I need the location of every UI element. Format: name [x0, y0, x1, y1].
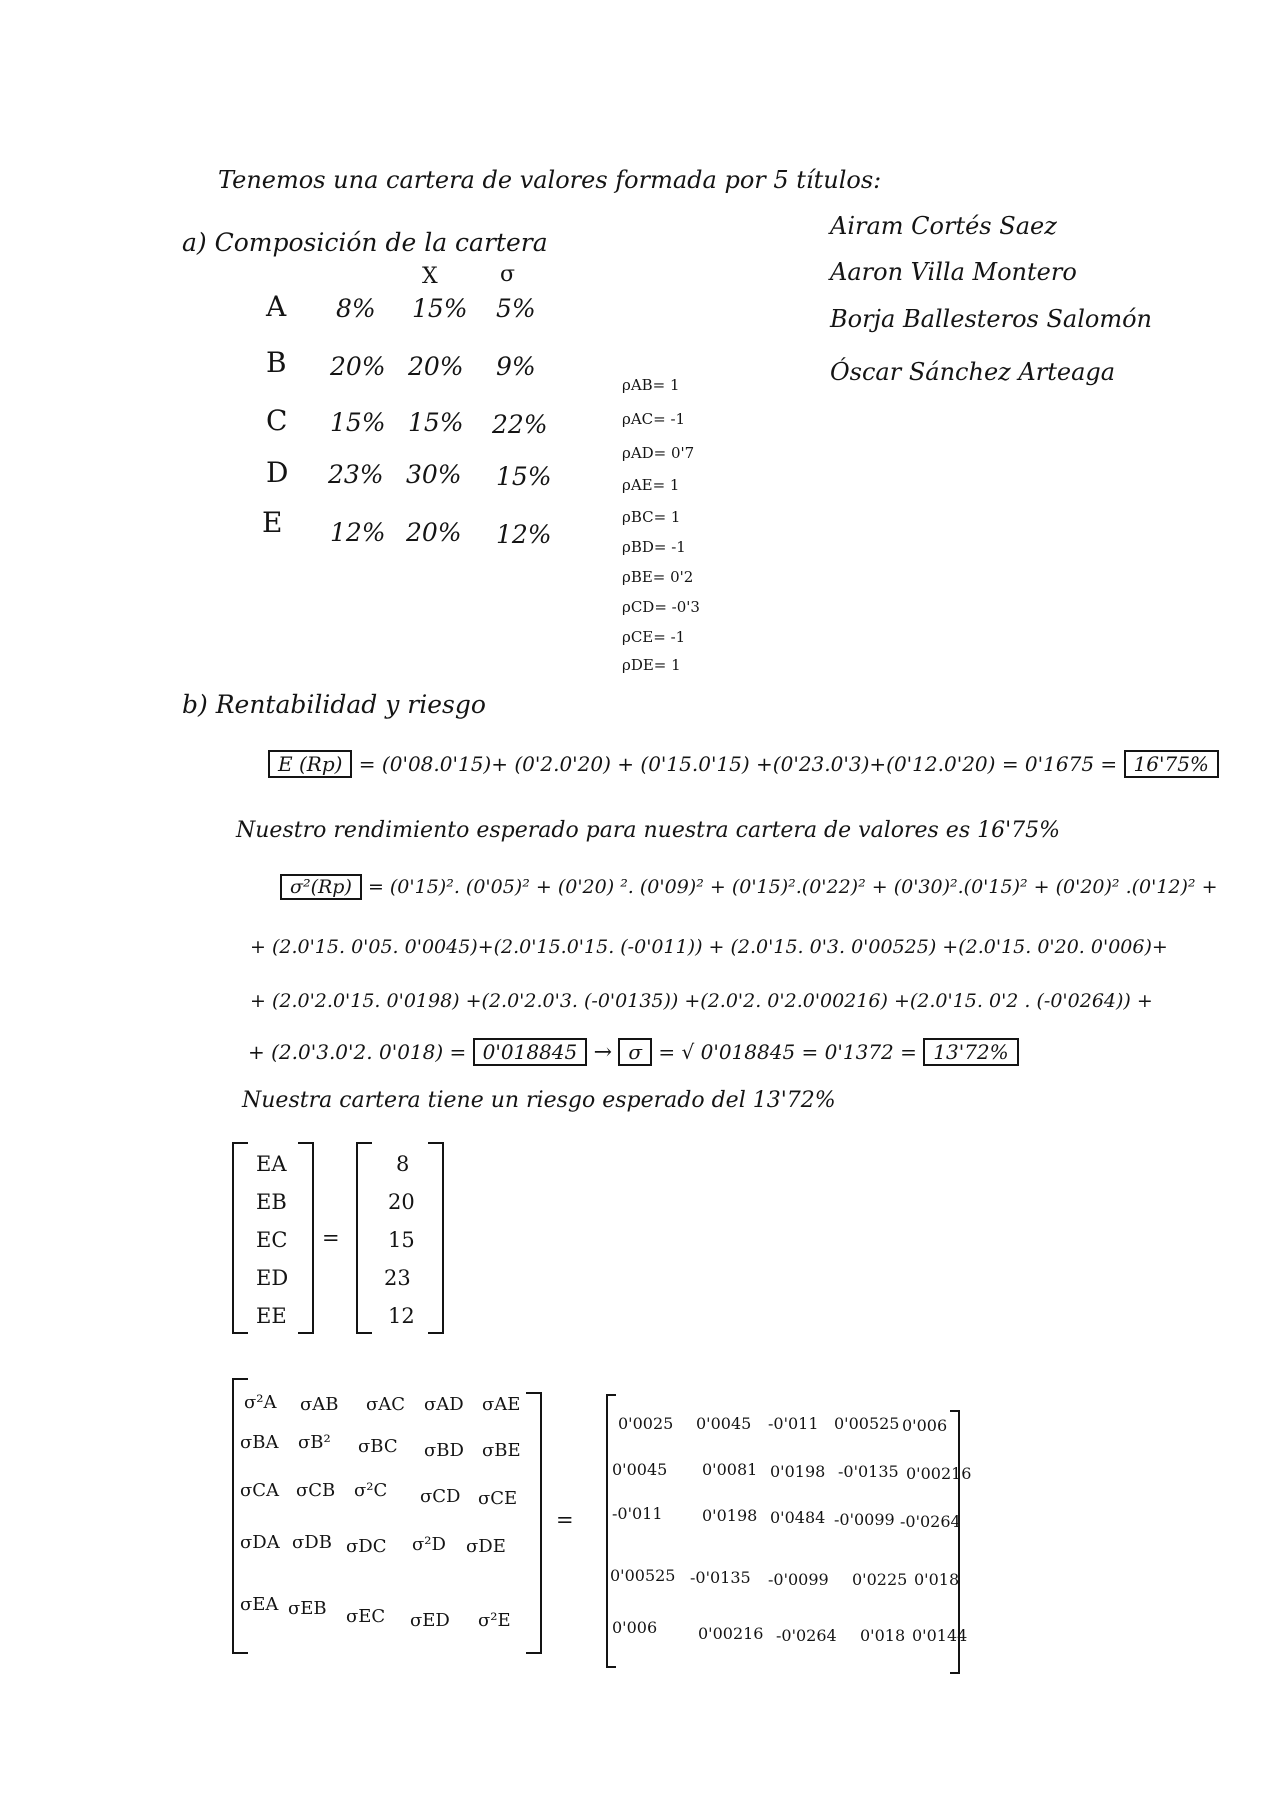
matrix-symbol: σ²D	[412, 1534, 446, 1555]
variance-line-1	[280, 876, 1218, 898]
matrix-value: 0'006	[612, 1618, 658, 1637]
matrix-symbol: σAE	[482, 1394, 521, 1415]
matrix-symbol: σ²E	[478, 1610, 511, 1631]
matrix-symbol: σBA	[240, 1432, 279, 1453]
matrix-value: 0'0045	[696, 1414, 752, 1433]
sigma-cell: 15%	[496, 462, 552, 491]
vector-label: ED	[256, 1266, 289, 1290]
arrow-icon: →	[593, 1040, 613, 1065]
weight-cell: 8%	[336, 294, 376, 323]
author-2: Aaron Villa Montero	[830, 258, 1077, 286]
author-1: Airam Cortés Saez	[830, 212, 1057, 240]
row-label: D	[266, 456, 289, 489]
matrix-value: 0'0198	[702, 1506, 758, 1525]
col-x-header: X	[422, 264, 438, 289]
correlation-item: ρAE= 1	[622, 476, 680, 494]
matrix-symbol: σEC	[346, 1606, 386, 1627]
col-sigma-header: σ	[500, 262, 516, 287]
matrix-symbol: σEB	[288, 1598, 327, 1619]
expected-return-result: 16'75%	[1124, 750, 1219, 778]
matrix-symbol: σDA	[240, 1532, 280, 1553]
matrix-value: -0'0099	[768, 1570, 829, 1589]
correlation-item: ρAC= -1	[622, 410, 686, 428]
matrix-symbol: σAC	[366, 1394, 406, 1415]
matrix-symbol: σ²A	[244, 1392, 277, 1413]
left-bracket	[356, 1142, 372, 1334]
return-cell: 30%	[406, 460, 462, 489]
section-b-heading: b) Rentabilidad y riesgo	[182, 690, 486, 719]
vector-label: EC	[256, 1228, 288, 1252]
expected-return-label: E (Rp)	[268, 750, 352, 778]
weight-cell: 23%	[328, 460, 384, 489]
row-label: E	[262, 506, 283, 539]
matrix-symbol: σDE	[466, 1536, 506, 1557]
matrix-value: 0'006	[902, 1416, 948, 1435]
matrix-value: -0'0135	[838, 1462, 899, 1481]
equals-sign: =	[556, 1508, 574, 1532]
matrix-value: 0'00525	[834, 1414, 900, 1433]
right-bracket	[298, 1142, 314, 1334]
row-label: B	[266, 346, 287, 379]
matrix-symbol: σCB	[296, 1480, 336, 1501]
matrix-value: 0'018	[914, 1570, 960, 1589]
sigma-label: σ	[618, 1038, 652, 1066]
row-label: C	[266, 404, 288, 437]
matrix-value: -0'0135	[690, 1568, 751, 1587]
matrix-symbol: σ²C	[354, 1480, 388, 1501]
variance-formula-1: = (0'15)². (0'05)² + (0'20) ². (0'09)² + (0'15)².(0'22)² + (0'30)².(0'15)² + (0'20)² .(0'12)² +	[367, 876, 1218, 898]
vector-label: EA	[256, 1152, 287, 1176]
expected-return-formula: = (0'08.0'15)+ (0'2.0'20) + (0'15.0'15) +(0'23.0'3)+(0'12.0'20) = 0'1675 =	[358, 752, 1118, 776]
correlation-item: ρCE= -1	[622, 628, 686, 646]
vector-value: 20	[388, 1190, 415, 1214]
expected-return-sentence: Nuestro rendimiento esperado para nuestra cartera de valores es 16'75%	[236, 818, 1061, 843]
risk-sentence: Nuestra cartera tiene un riesgo esperado del 13'72%	[242, 1088, 836, 1113]
right-bracket	[428, 1142, 444, 1334]
matrix-value: 0'0045	[612, 1460, 668, 1479]
weight-cell: 20%	[330, 352, 386, 381]
matrix-value: -0'011	[768, 1414, 819, 1433]
variance-line-4	[248, 1040, 1019, 1065]
expected-return-line	[268, 752, 1219, 776]
author-4: Óscar Sánchez Arteaga	[830, 358, 1116, 386]
correlation-item: ρCD= -0'3	[622, 598, 700, 616]
variance-line-3: + (2.0'2.0'15. 0'0198) +(2.0'2.0'3. (-0'0135)) +(2.0'2. 0'2.0'00216) +(2.0'15. 0'2 . (-0'0264)) +	[250, 990, 1153, 1012]
author-3: Borja Ballesteros Salomón	[830, 305, 1153, 333]
matrix-symbol: σCE	[478, 1488, 518, 1509]
matrix-value: 0'0081	[702, 1460, 758, 1479]
matrix-value: 0'0225	[852, 1570, 908, 1589]
correlation-item: ρBD= -1	[622, 538, 686, 556]
variance-label: σ²(Rp)	[280, 874, 362, 900]
correlation-item: ρBC= 1	[622, 508, 681, 526]
matrix-symbol: σCA	[240, 1480, 280, 1501]
matrix-value: 0'0144	[912, 1626, 968, 1645]
correlation-item: ρBE= 0'2	[622, 568, 694, 586]
return-cell: 15%	[408, 408, 464, 437]
matrix-value: 0'0484	[770, 1508, 826, 1527]
matrix-value: -0'0264	[776, 1626, 837, 1645]
matrix-symbol: σEA	[240, 1594, 279, 1615]
matrix-value: -0'0264	[900, 1512, 961, 1531]
vector-label: EB	[256, 1190, 287, 1214]
weight-cell: 15%	[330, 408, 386, 437]
matrix-symbol: σDB	[292, 1532, 332, 1553]
vector-value: 23	[384, 1266, 411, 1290]
matrix-value: 0'00216	[906, 1464, 972, 1483]
sigma-expression: = √ 0'018845 = 0'1372 =	[658, 1040, 917, 1064]
weight-cell: 12%	[330, 518, 386, 547]
matrix-value: 0'018	[860, 1626, 906, 1645]
vector-value: 8	[396, 1152, 410, 1176]
matrix-value: 0'0025	[618, 1414, 674, 1433]
return-cell: 15%	[412, 294, 468, 323]
matrix-symbol: σBD	[424, 1440, 464, 1461]
sigma-cell: 22%	[492, 410, 548, 439]
intro-text: Tenemos una cartera de valores formada por 5 títulos:	[218, 166, 882, 194]
return-cell: 20%	[406, 518, 462, 547]
vector-value: 12	[388, 1304, 415, 1328]
row-label: A	[266, 290, 287, 323]
matrix-symbol: σCD	[420, 1486, 461, 1507]
matrix-symbol: σED	[410, 1610, 450, 1631]
sigma-cell: 5%	[496, 294, 536, 323]
matrix-value: -0'011	[612, 1504, 663, 1523]
variance-result: 0'018845	[473, 1038, 588, 1066]
equals-sign: =	[322, 1226, 340, 1250]
matrix-value: 0'0198	[770, 1462, 826, 1481]
correlation-item: ρAD= 0'7	[622, 444, 695, 462]
matrix-value: 0'00216	[698, 1624, 764, 1643]
matrix-symbol: σAB	[300, 1394, 339, 1415]
sigma-cell: 12%	[496, 520, 552, 549]
variance-line-2: + (2.0'15. 0'05. 0'0045)+(2.0'15.0'15. (-0'011)) + (2.0'15. 0'3. 0'00525) +(2.0'15. 0'20. 0'006)+	[250, 936, 1168, 958]
sigma-cell: 9%	[496, 352, 536, 381]
matrix-symbol: σB²	[298, 1432, 331, 1453]
matrix-value: 0'00525	[610, 1566, 676, 1585]
right-bracket	[526, 1392, 542, 1654]
left-bracket	[232, 1142, 248, 1334]
variance-formula-4: + (2.0'3.0'2. 0'018) =	[248, 1040, 467, 1064]
return-cell: 20%	[408, 352, 464, 381]
correlation-item: ρAB= 1	[622, 376, 680, 394]
matrix-symbol: σDC	[346, 1536, 387, 1557]
section-a-heading: a) Composición de la cartera	[182, 228, 548, 257]
vector-value: 15	[388, 1228, 415, 1252]
matrix-symbol: σBC	[358, 1436, 398, 1457]
matrix-value: -0'0099	[834, 1510, 895, 1529]
matrix-symbol: σAD	[424, 1394, 464, 1415]
sigma-result: 13'72%	[923, 1038, 1018, 1066]
correlation-item: ρDE= 1	[622, 656, 681, 674]
vector-label: EE	[256, 1304, 287, 1328]
matrix-symbol: σBE	[482, 1440, 521, 1461]
